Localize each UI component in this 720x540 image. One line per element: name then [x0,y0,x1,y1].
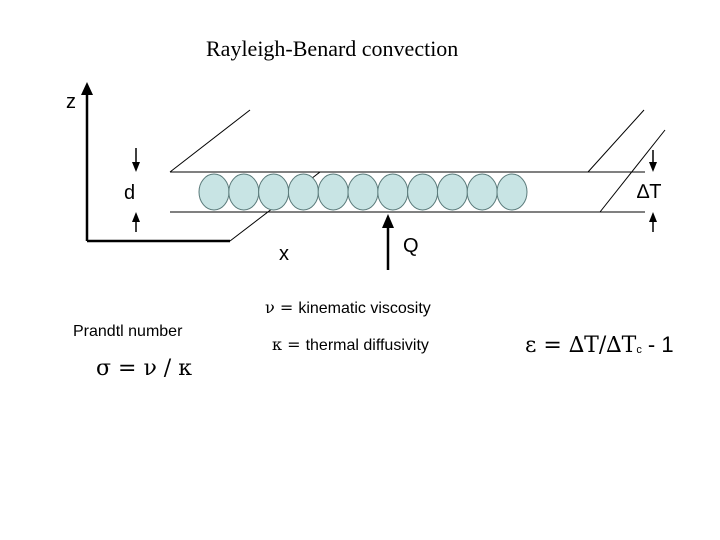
convection-cell [199,174,229,210]
diffusivity-definition [272,337,429,354]
convection-cell [288,174,318,210]
thickness-label: d [124,182,136,204]
nu-text: kinematic viscosity [298,300,431,317]
epsilon-formula-main: ε = ∆T/∆T [525,333,637,358]
convection-cells [199,174,527,210]
dt-arrow-bottom-head [649,212,657,222]
prandtl-formula: σ = ν / κ [96,356,192,381]
dt-arrow-top-head [649,162,657,172]
convection-cell [497,174,527,210]
viscosity-definition [265,300,431,317]
epsilon-formula-tail: - 1 [641,332,674,357]
epsilon-formula-subscript: c [636,344,642,356]
convection-cell [467,174,497,210]
epsilon-formula [525,334,674,357]
temperature-difference-label: ∆T [637,181,662,203]
convection-cell [437,174,467,210]
convection-cell [378,174,408,210]
convection-cell [408,174,438,210]
nu-symbol: ν = [265,298,299,317]
perspective-line-right-top [588,110,644,172]
z-axis-arrowhead [81,82,93,95]
perspective-line-left [170,110,250,172]
z-axis-label: z [66,91,76,113]
diagram-title: Rayleigh-Benard convection [206,36,459,61]
convection-cell [259,174,289,210]
convection-cell [318,174,348,210]
d-arrow-bottom-head [132,212,140,222]
x-axis-label: x [279,243,289,265]
kappa-text: thermal diffusivity [305,337,429,354]
convection-cell [229,174,259,210]
prandtl-label: Prandtl number [73,323,183,340]
heat-label: Q [403,235,419,257]
convection-cell [348,174,378,210]
heat-arrowhead [382,214,394,228]
kappa-symbol: κ = [272,335,306,354]
d-arrow-top-head [132,162,140,172]
